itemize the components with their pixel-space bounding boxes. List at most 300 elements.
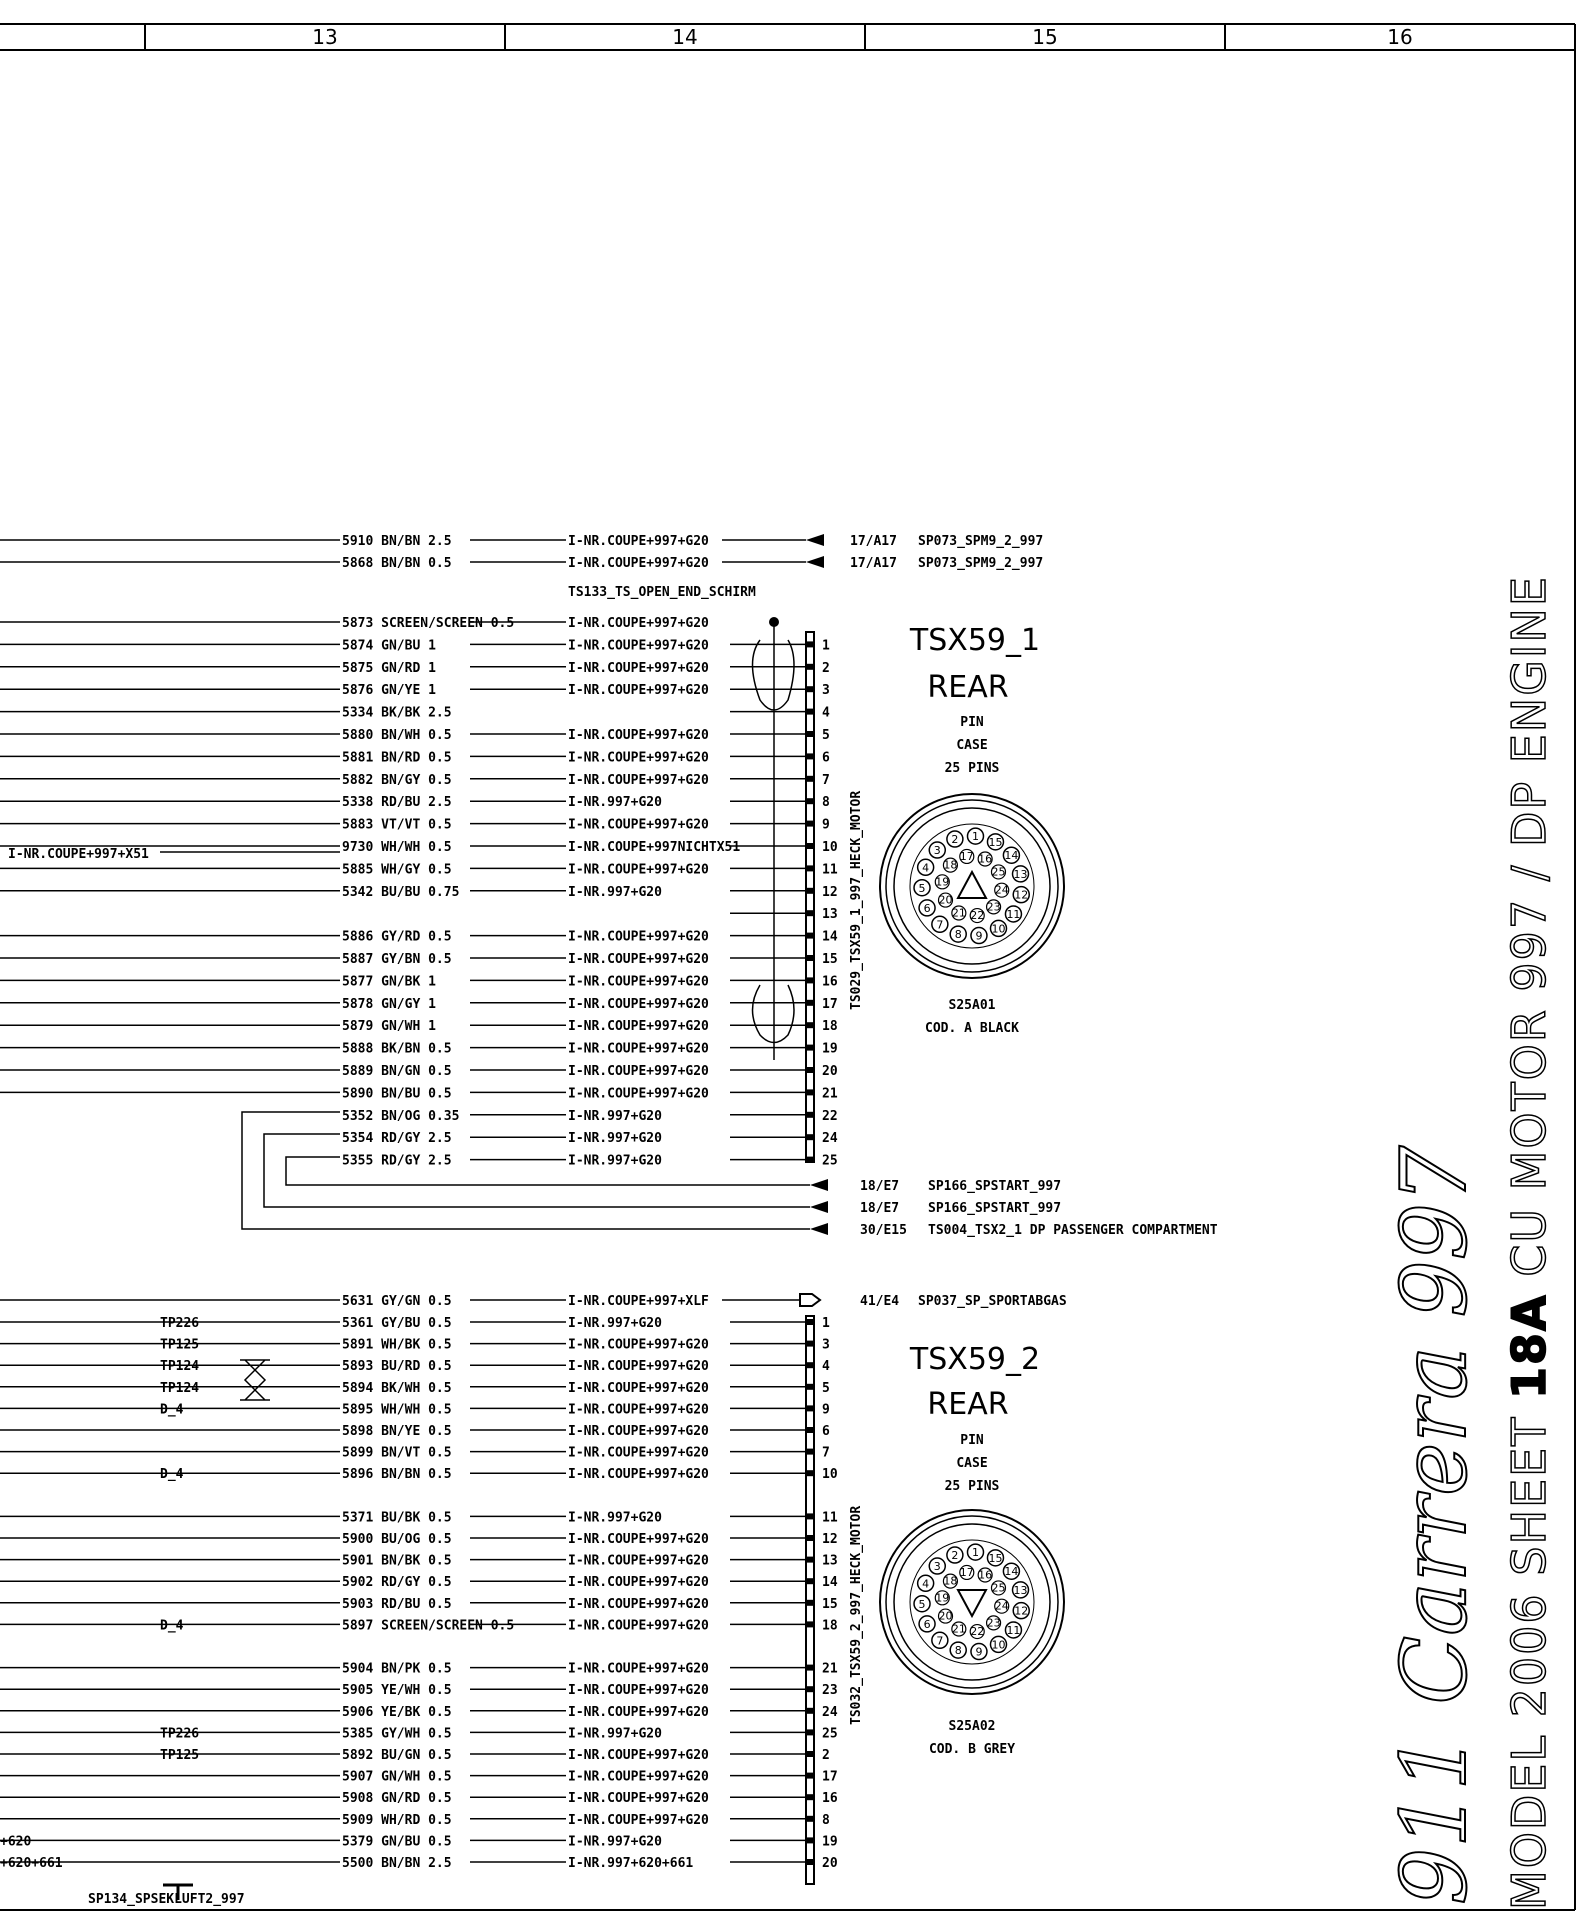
pin-terminal <box>806 686 814 692</box>
inr-label: I-NR.997+G20 <box>568 795 662 811</box>
pin-number: 6 <box>822 1424 830 1439</box>
wire-label: 5906 YE/BK 0.5 <box>342 1704 452 1720</box>
connector1-pin-number: 6 <box>923 901 931 915</box>
wire-label: 5342 BU/BU 0.75 <box>342 884 460 900</box>
connector1-pin-number: 1 <box>971 830 979 844</box>
pin-number: 25 <box>822 1153 838 1169</box>
wire-label: 5908 GN/RD 0.5 <box>342 1791 452 1807</box>
inr-label: I-NR.COUPE+997+G20 <box>568 1019 709 1035</box>
inr-label: I-NR.COUPE+997+G20 <box>568 929 709 945</box>
inr-label: I-NR.COUPE+997+G20 <box>568 1769 709 1785</box>
connector2-pin-number: 1 <box>971 1546 979 1560</box>
connector1-pin-number: 15 <box>988 835 1003 849</box>
wire-label: 5878 GN/GY 1 <box>342 996 436 1012</box>
connector2-pin-number: 13 <box>1013 1583 1028 1597</box>
inr-label: I-NR.COUPE+997+XLF <box>568 1294 709 1309</box>
wire-label: 5873 SCREEN/SCREEN 0.5 <box>342 616 515 631</box>
pin-terminal <box>806 1729 814 1735</box>
tp-label: TP125 <box>160 1748 200 1763</box>
pin-number: 5 <box>822 728 830 743</box>
pin-terminal <box>806 1405 814 1411</box>
wire-label: 5910 BN/BN 2.5 <box>342 534 452 549</box>
pin-number: 6 <box>822 750 830 766</box>
pin-terminal <box>806 731 814 737</box>
pin-number: 17 <box>822 1769 838 1785</box>
inr-label: I-NR.COUPE+997+G20 <box>568 952 709 967</box>
connector2-pin-number: 3 <box>933 1560 941 1574</box>
pin-terminal <box>806 1045 814 1051</box>
wire-label: 5334 BK/BK 2.5 <box>342 705 452 721</box>
pin-number: 25 <box>822 1726 838 1742</box>
pin-number: 14 <box>822 1575 838 1591</box>
pin-terminal <box>806 1686 814 1692</box>
pin-terminal <box>806 1816 814 1822</box>
connector1-pin-number: 21 <box>951 906 966 920</box>
pin-terminal <box>806 1600 814 1606</box>
connector2-pin-number: 11 <box>1006 1623 1021 1637</box>
top-wires <box>0 534 1043 571</box>
wire-label: 5895 WH/WH 0.5 <box>342 1402 452 1418</box>
wire-label: 5875 GN/RD 1 <box>342 660 436 676</box>
pin-number: 11 <box>822 862 838 878</box>
left-inr-label: I-NR.COUPE+997+X51 <box>8 847 149 862</box>
connector2-pin-number: 16 <box>978 1568 993 1582</box>
pin-number: 7 <box>822 1445 830 1461</box>
pin-number: 11 <box>822 1510 838 1526</box>
inr-label: I-NR.COUPE+997NICHTX51 <box>568 840 741 855</box>
inr-label: I-NR.COUPE+997+G20 <box>568 1337 709 1353</box>
wire-label: 5904 BN/PK 0.5 <box>342 1661 452 1677</box>
connector2-pin-number: 9 <box>975 1645 983 1659</box>
inr-label: I-NR.COUPE+997+G20 <box>568 1661 709 1677</box>
wire-label: 5881 BN/RD 0.5 <box>342 750 452 766</box>
inr-label: I-NR.997+G20 <box>568 1726 662 1742</box>
tp-label: +620+661 <box>0 1856 63 1871</box>
inr-label: I-NR.COUPE+997+G20 <box>568 1359 709 1375</box>
wire-label: 5907 GN/WH 0.5 <box>342 1769 452 1785</box>
pin-number: 5 <box>822 1380 830 1396</box>
wire-label: 9730 WH/WH 0.5 <box>342 840 452 855</box>
connector1-pin-number: 24 <box>994 883 1009 897</box>
connector2-pin-number: 23 <box>986 1616 1001 1630</box>
inr-label: I-NR.COUPE+997+G20 <box>568 1791 709 1807</box>
wire-label: 5896 BN/BN 0.5 <box>342 1467 452 1483</box>
connector2-pin-number: 24 <box>994 1599 1009 1613</box>
pin-number: 7 <box>822 772 830 788</box>
inr-label: I-NR.COUPE+997+G20 <box>568 1402 709 1418</box>
wire-label: 5355 RD/GY 2.5 <box>342 1153 452 1169</box>
inr-label: I-NR.COUPE+997+G20 <box>568 1041 709 1057</box>
connector1-pin-number: 14 <box>1004 849 1019 863</box>
screen-loop <box>753 622 795 1060</box>
inr-label: I-NR.COUPE+997+G20 <box>568 1812 709 1828</box>
inr-label: I-NR.COUPE+997+G20 <box>568 1086 709 1102</box>
pin-terminal <box>806 776 814 782</box>
connector2-pins: 25 PINS <box>944 1479 1000 1494</box>
wire-label: 5893 BU/RD 0.5 <box>342 1359 452 1375</box>
wire-label: 5879 GN/WH 1 <box>342 1019 436 1035</box>
inr-label: I-NR.COUPE+997+G20 <box>568 728 709 743</box>
connector1-pin-number: 25 <box>991 865 1006 879</box>
inr-label: I-NR.COUPE+997+G20 <box>568 1596 709 1612</box>
inr-label: I-NR.COUPE+997+G20 <box>568 534 709 549</box>
pin-number: 13 <box>822 907 838 923</box>
pin-terminal <box>806 753 814 759</box>
pin-number: 20 <box>822 1856 838 1871</box>
wire-label: 5900 BU/OG 0.5 <box>342 1532 452 1547</box>
pin-terminal <box>806 1665 814 1671</box>
connector1-vertical-label: TS029_TSX59_1_997_HECK_MOTOR <box>849 790 864 1010</box>
wire-label: 5882 BN/GY 0.5 <box>342 772 452 788</box>
pin-number: 16 <box>822 974 838 990</box>
dest-label: SP166_SPSTART_997 <box>928 1201 1062 1216</box>
connector2-pin-number: 4 <box>922 1577 930 1591</box>
pin-number: 18 <box>822 1019 838 1035</box>
connector2-pin-number: 10 <box>991 1638 1006 1652</box>
pin-number: 21 <box>822 1086 838 1102</box>
connector2-pin-number: 5 <box>918 1597 926 1611</box>
wire-label: 5877 GN/BK 1 <box>342 974 436 990</box>
connector2-pin-number: 12 <box>1014 1604 1029 1618</box>
wire-label: 5891 WH/BK 0.5 <box>342 1337 452 1353</box>
tp-label: TP125 <box>160 1337 200 1353</box>
inr-label: I-NR.COUPE+997+G20 <box>568 1553 709 1569</box>
pin-number: 12 <box>822 884 838 900</box>
pin-terminal <box>806 1089 814 1095</box>
pin-number: 24 <box>822 1131 838 1147</box>
dest-label: SP073_SPM9_2_997 <box>918 534 1044 549</box>
connector1-face <box>880 794 1064 978</box>
pin-number: 17 <box>822 996 838 1012</box>
wire-label: 5371 BU/BK 0.5 <box>342 1510 452 1526</box>
connector1-side: REAR <box>927 670 1009 705</box>
column-headers <box>312 25 1412 49</box>
connector1-pin-number: 3 <box>933 844 941 858</box>
inr-label: I-NR.COUPE+997+G20 <box>568 1445 709 1461</box>
ref-arrow <box>810 1223 828 1235</box>
connector2-pin-number: 17 <box>959 1565 974 1579</box>
pin-terminal <box>806 1859 814 1865</box>
ref-label: 30/E15 <box>860 1223 907 1238</box>
wire-label: 5909 WH/RD 0.5 <box>342 1812 452 1828</box>
screen-dot <box>769 617 779 627</box>
sheet-frame <box>0 24 1575 1910</box>
inr-label: I-NR.COUPE+997+G20 <box>568 1467 709 1483</box>
inr-label: I-NR.997+G20 <box>568 884 662 900</box>
tp-label: D_4 <box>160 1618 184 1634</box>
connector1-pin: PIN <box>960 715 984 730</box>
inr-label: I-NR.COUPE+997+G20 <box>568 974 709 990</box>
inr-label: I-NR.COUPE+997+G20 <box>568 660 709 676</box>
pin-terminal <box>806 821 814 827</box>
inr-label: I-NR.997+G20 <box>568 1316 662 1331</box>
ref-label: 17/A17 <box>850 534 897 549</box>
wire-label: 5352 BN/OG 0.35 <box>342 1108 460 1124</box>
inr-label: I-NR.COUPE+997+G20 <box>568 1064 709 1079</box>
pin-terminal <box>806 1773 814 1779</box>
pin-number: 9 <box>822 817 830 833</box>
connector1-pin-number: 10 <box>991 922 1006 936</box>
pin-terminal <box>806 933 814 939</box>
wire-label: 5889 BN/GN 0.5 <box>342 1064 452 1079</box>
inr-label: I-NR.997+G20 <box>568 1131 662 1147</box>
connector2-cod: COD. B GREY <box>928 1742 1016 1757</box>
pin-terminal <box>806 1000 814 1006</box>
pin-number: 15 <box>822 952 838 967</box>
connector1-pin-number: 16 <box>978 852 993 866</box>
connector2-case: CASE <box>956 1456 988 1471</box>
connector2-face <box>880 1510 1064 1694</box>
wire-label: 5385 GY/WH 0.5 <box>342 1726 452 1742</box>
inr-label: I-NR.COUPE+997+G20 <box>568 1532 709 1547</box>
inr-label: I-NR.997+G20 <box>568 1153 662 1169</box>
wire-label: 5631 GY/GN 0.5 <box>342 1294 452 1309</box>
pin-number: 3 <box>822 1337 830 1353</box>
connector1-pin-number: 19 <box>935 875 950 889</box>
ref-label: 18/E7 <box>860 1201 900 1216</box>
wire-label: 5899 BN/VT 0.5 <box>342 1445 452 1461</box>
column-16: 16 <box>1387 25 1413 49</box>
dest-label: TS004_TSX2_1 DP PASSENGER COMPARTMENT <box>928 1223 1218 1238</box>
pin-number: 12 <box>822 1532 838 1547</box>
connector1-pin-number: 7 <box>936 918 944 932</box>
wire-label: 5354 RD/GY 2.5 <box>342 1131 452 1147</box>
pin-terminal <box>806 1134 814 1140</box>
wire-label: 5892 BU/GN 0.5 <box>342 1748 452 1763</box>
pin-terminal <box>806 798 814 804</box>
dest-label: SP037_SP_SPORTABGAS <box>918 1294 1067 1309</box>
connector2-pin-number: 21 <box>951 1622 966 1636</box>
inr-label: I-NR.COUPE+997+G20 <box>568 1618 709 1634</box>
inr-label: I-NR.COUPE+997+G20 <box>568 1424 709 1439</box>
connector2-wires <box>0 1316 838 1900</box>
inr-label: I-NR.COUPE+997+G20 <box>568 638 709 654</box>
inr-label: I-NR.997+620+661 <box>568 1856 694 1871</box>
pin-number: 13 <box>822 1553 838 1569</box>
connector1-pin-number: 2 <box>951 833 959 847</box>
connector2-pin-number: 8 <box>954 1644 962 1658</box>
reference-arrows <box>0 1179 1218 1309</box>
wire-label: 5902 RD/GY 0.5 <box>342 1575 452 1591</box>
pin-terminal <box>806 1794 814 1800</box>
tp-label: TP124 <box>160 1359 200 1375</box>
pin-number: 1 <box>822 638 830 654</box>
pin-number: 9 <box>822 1402 830 1418</box>
connector1-pin-number: 20 <box>938 893 953 907</box>
pin-number: 19 <box>822 1834 838 1850</box>
inr-label: I-NR.997+G20 <box>568 1108 662 1124</box>
column-13: 13 <box>312 25 338 49</box>
inr-label: I-NR.COUPE+997+G20 <box>568 556 709 571</box>
pin-number: 2 <box>822 660 830 676</box>
inr-label: I-NR.COUPE+997+G20 <box>568 1380 709 1396</box>
wire-label: 5883 VT/VT 0.5 <box>342 817 452 833</box>
pin-terminal <box>806 1449 814 1455</box>
wire-label: 5361 GY/BU 0.5 <box>342 1316 452 1331</box>
pin-terminal <box>806 910 814 916</box>
pin-terminal <box>806 1557 814 1563</box>
pin-terminal <box>806 1708 814 1714</box>
wire-label: 5874 GN/BU 1 <box>342 638 436 654</box>
inr-label: I-NR.COUPE+997+G20 <box>568 1575 709 1591</box>
connector1 <box>849 623 1064 1036</box>
inr-label: I-NR.COUPE+997+G20 <box>568 1704 709 1720</box>
wire-label: 5894 BK/WH 0.5 <box>342 1380 452 1396</box>
connector2-pin-number: 2 <box>951 1549 959 1563</box>
connector1-cod: COD. A BLACK <box>925 1021 1019 1036</box>
connector1-code: S25A01 <box>948 998 996 1013</box>
pin-terminal <box>806 641 814 647</box>
connector2-pin-number: 6 <box>923 1617 931 1631</box>
tp-label: D_4 <box>160 1467 184 1483</box>
pin-terminal <box>806 1837 814 1843</box>
connector2-pin-number: 25 <box>991 1581 1006 1595</box>
ref-label: 18/E7 <box>860 1179 900 1194</box>
ref-label: 17/A17 <box>850 556 897 571</box>
connector1-pin-number: 23 <box>986 900 1001 914</box>
pin-terminal <box>806 1341 814 1347</box>
pin-number: 10 <box>822 1467 838 1483</box>
pin-number: 24 <box>822 1704 838 1720</box>
wire-label: 5500 BN/BN 2.5 <box>342 1856 452 1871</box>
tp-label: TP226 <box>160 1316 200 1331</box>
inr-label: I-NR.COUPE+997+G20 <box>568 996 709 1012</box>
pin-number: 8 <box>822 795 830 811</box>
connector2-vertical-label: TS032_TSX59_2_997_HECK_MOTOR <box>849 1505 864 1725</box>
connector2-pin-number: 22 <box>970 1625 985 1639</box>
inr-label: I-NR.COUPE+997+G20 <box>568 616 709 631</box>
twisted-pair-icon <box>240 1360 270 1400</box>
pin-number: 21 <box>822 1661 838 1677</box>
connector1-pin-number: 22 <box>970 909 985 923</box>
loop-wires <box>242 1112 810 1229</box>
wire-label: 5888 BK/BN 0.5 <box>342 1041 452 1057</box>
pin-terminal <box>806 955 814 961</box>
pin-number: 20 <box>822 1064 838 1079</box>
sheet-title: MODEL 2006 SHEET 18A CU MOTOR 997 / DP ENGINE <box>1502 575 1556 1910</box>
pin-number: 19 <box>822 1041 838 1057</box>
pin-terminal <box>806 977 814 983</box>
connector2-pin-number: 7 <box>936 1634 944 1648</box>
wire-label: 5890 BN/BU 0.5 <box>342 1086 452 1102</box>
wire-label: 5885 WH/GY 0.5 <box>342 862 452 878</box>
connector1-case: CASE <box>956 738 988 753</box>
pin-terminal <box>806 1578 814 1584</box>
inr-label: I-NR.COUPE+997+G20 <box>568 1748 709 1763</box>
connector1-pins: 25 PINS <box>944 761 1000 776</box>
wire-label: 5903 RD/BU 0.5 <box>342 1596 452 1612</box>
screen-label: TS133_TS_OPEN_END_SCHIRM <box>568 585 756 600</box>
pin-number: 2 <box>822 1748 830 1763</box>
wire-label: 5338 RD/BU 2.5 <box>342 795 452 811</box>
pin-terminal <box>806 1319 814 1325</box>
wire-label: 5901 BN/BK 0.5 <box>342 1553 452 1569</box>
wire-label: 5898 BN/YE 0.5 <box>342 1424 452 1439</box>
connector2-pin-number: 20 <box>938 1609 953 1623</box>
connector2 <box>849 1342 1064 1757</box>
pin-terminal <box>806 1470 814 1476</box>
pin-terminal <box>806 843 814 849</box>
wire-label: 5905 YE/WH 0.5 <box>342 1683 452 1699</box>
connector1-wires <box>0 616 838 1169</box>
pin-number: 15 <box>822 1596 838 1612</box>
wire-label: 5897 SCREEN/SCREEN 0.5 <box>342 1618 515 1634</box>
pin-number: 10 <box>822 840 838 855</box>
pin-number: 18 <box>822 1618 838 1634</box>
ref-label: 41/E4 <box>860 1294 900 1309</box>
pin-terminal <box>806 1621 814 1627</box>
pin-number: 22 <box>822 1108 838 1124</box>
ref-arrow <box>810 1201 828 1213</box>
connector1-pin-number: 13 <box>1013 867 1028 881</box>
pin-terminal <box>806 865 814 871</box>
connector1-name: TSX59_1 <box>909 623 1041 658</box>
pin-number: 8 <box>822 1812 830 1828</box>
pin-terminal <box>806 664 814 670</box>
connector2-pin-number: 15 <box>988 1551 1003 1565</box>
pin-number: 4 <box>822 1359 830 1375</box>
connector1-pin-number: 12 <box>1014 888 1029 902</box>
inr-label: I-NR.997+G20 <box>568 1834 662 1850</box>
ref-arrow <box>806 556 824 568</box>
tp-label: D_4 <box>160 1402 184 1418</box>
bottom-label: SP134_SPSEKLUFT2_997 <box>88 1892 245 1907</box>
connector2-pin-number: 14 <box>1004 1565 1019 1579</box>
sport-arrow <box>800 1294 820 1306</box>
connector2-pin-number: 18 <box>943 1574 958 1588</box>
column-15: 15 <box>1032 25 1058 49</box>
inr-label: I-NR.COUPE+997+G20 <box>568 750 709 766</box>
connector2-pin: PIN <box>960 1433 984 1448</box>
connector2-pin-number: 19 <box>935 1591 950 1605</box>
connector1-pin-number: 17 <box>959 849 974 863</box>
pin-terminal <box>806 1513 814 1519</box>
pin-number: 4 <box>822 705 830 721</box>
tp-label: +620 <box>0 1834 32 1850</box>
inr-label: I-NR.COUPE+997+G20 <box>568 683 709 699</box>
connector2-name: TSX59_2 <box>909 1342 1041 1377</box>
pin-terminal <box>806 709 814 715</box>
pin-terminal <box>806 1535 814 1541</box>
connector1-pin-number: 9 <box>975 929 983 943</box>
wire-label: 5876 GN/YE 1 <box>342 683 436 699</box>
pin-number: 16 <box>822 1791 838 1807</box>
connector1-pin-number: 11 <box>1006 907 1021 921</box>
dest-label: SP166_SPSTART_997 <box>928 1179 1062 1194</box>
tp-label: TP226 <box>160 1726 200 1742</box>
pin-number: 3 <box>822 683 830 699</box>
pin-terminal <box>806 1112 814 1118</box>
pin-number: 14 <box>822 929 838 945</box>
pin-terminal <box>806 1022 814 1028</box>
pin-terminal <box>806 1362 814 1368</box>
pin-terminal <box>806 1384 814 1390</box>
connector2-code: S25A02 <box>948 1719 996 1734</box>
connector1-pin-number: 5 <box>918 881 926 895</box>
connector1-pin-number: 4 <box>922 861 930 875</box>
pin-terminal <box>806 1067 814 1073</box>
connector1-pin-number: 8 <box>954 928 962 942</box>
ref-arrow <box>810 1179 828 1191</box>
pin-terminal <box>806 1751 814 1757</box>
connector1-pin-number: 18 <box>943 858 958 872</box>
wire-label: 5886 GY/RD 0.5 <box>342 929 452 945</box>
wire-label: 5887 GY/BN 0.5 <box>342 952 452 967</box>
dest-label: SP073_SPM9_2_997 <box>918 556 1044 571</box>
wire-label: 5379 GN/BU 0.5 <box>342 1834 452 1850</box>
carrera-logo: 911 Carrera 997 <box>1382 1145 1487 1905</box>
wire-label: 5868 BN/BN 0.5 <box>342 556 452 571</box>
